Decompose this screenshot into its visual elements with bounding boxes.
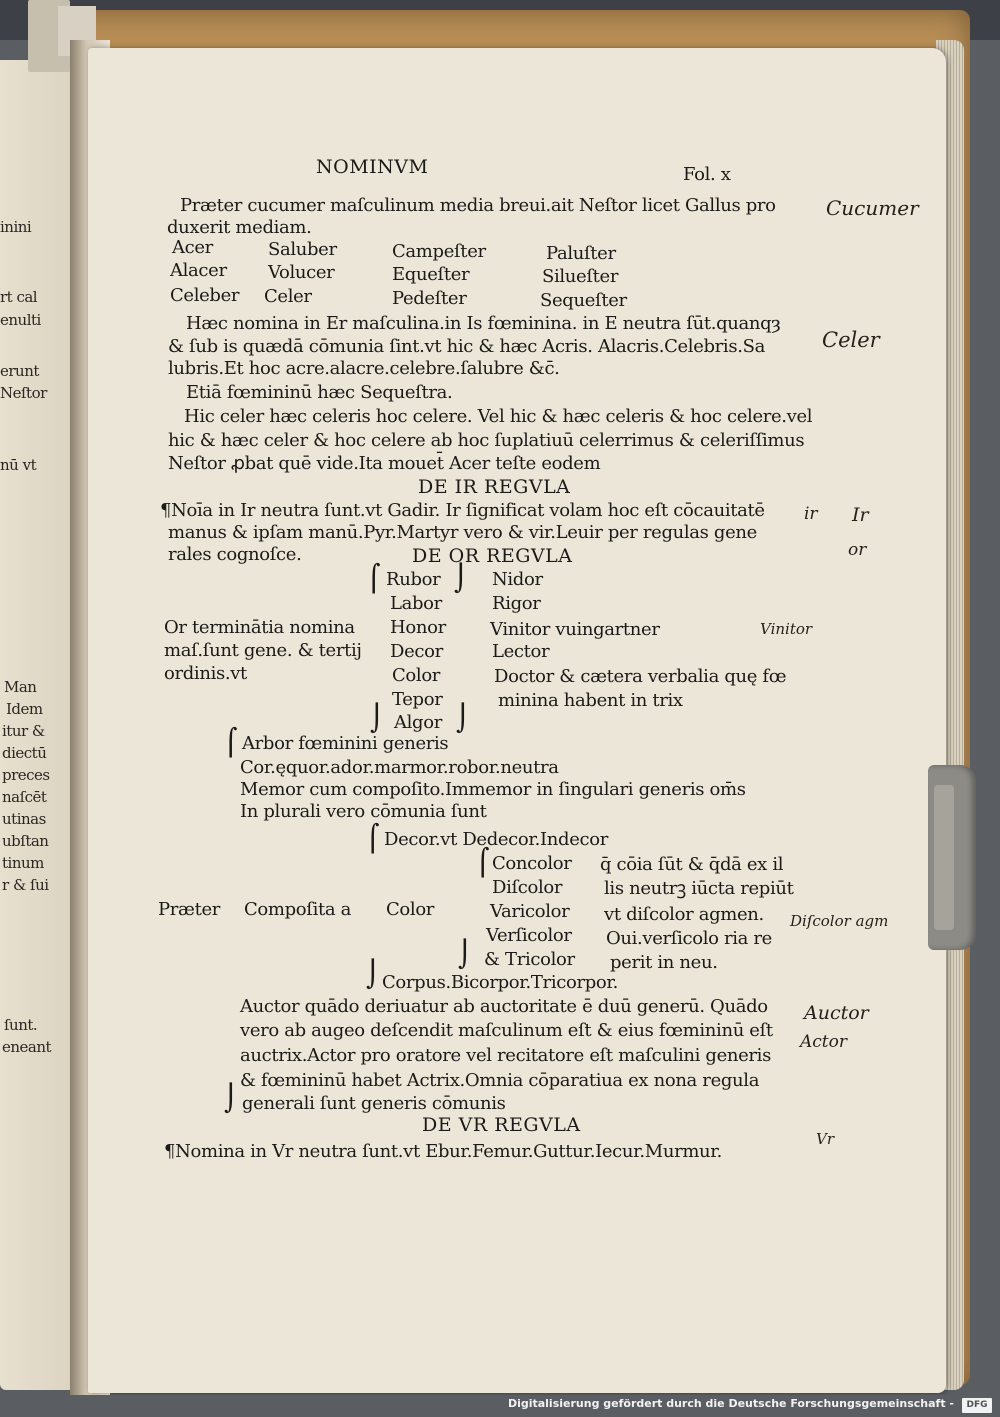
list-item: Lector xyxy=(492,641,550,662)
list-item: Rubor xyxy=(386,569,441,590)
text-line: & ſub is quædā cōmunia ſint.vt hic & hæc Acris. Alacris.Celebris.Sa xyxy=(168,336,765,357)
list-item: & Tricolor xyxy=(484,949,575,970)
table-cell: Sequeſter xyxy=(540,290,627,311)
list-item: Doctor & cætera verbalia quę fœ xyxy=(494,666,787,687)
list-item: minina habent in trix xyxy=(498,690,683,711)
footer-credit: Digitalisierung gefördert durch die Deutsche Forschungsgemeinschaft - xyxy=(507,1397,954,1410)
text-line: ¶Nomina in Vr neutra ſunt.vt Ebur.Femur.Guttur.Iecur.Murmur. xyxy=(164,1141,722,1162)
list-item: Nidor xyxy=(492,569,543,590)
text-line: Oui.verſicolo ria re xyxy=(606,928,772,949)
margin-note: Auctor xyxy=(804,1002,869,1024)
text-line: lubris.Et hoc acre.alacre.celebre.ſalubre &c̄. xyxy=(168,358,560,379)
text-line: Hæc nomina in Er maſculina.in Is fœminina. in E neutra ſūt.quanqȝ xyxy=(186,313,781,334)
text-line: Auctor quādo deriuatur ab auctoritate ē duū generū. Quādo xyxy=(240,996,768,1017)
left-page-fragment: rt cal xyxy=(0,288,38,306)
list-item: Algor xyxy=(394,712,442,733)
table-cell: Silueſter xyxy=(542,266,619,287)
text-line: manus & ipſam manū.Pyr.Martyr vero & vir.Leuir per regulas gene xyxy=(168,522,757,543)
table-cell: Campeſter xyxy=(392,241,486,262)
list-item: Labor xyxy=(390,593,442,614)
list-item: Tepor xyxy=(392,689,443,710)
text-line: Corpus.Bicorpor.Tricorpor. xyxy=(382,972,619,993)
text-line: q̄ cōia ſūt & q̄dā ex il xyxy=(600,854,784,875)
left-page-fragment: utinas xyxy=(2,810,46,828)
text-line: Memor cum compoſito.Immemor in ſingulari generis om̄s xyxy=(240,779,746,800)
text-line: Or terminātia nomina xyxy=(164,617,355,638)
text-line: Compoſita a xyxy=(244,899,352,920)
left-page-fragment: r & ſui xyxy=(2,876,49,894)
text-line: maſ.ſunt gene. & tertij xyxy=(164,640,362,661)
left-page-fragment: Neſtor xyxy=(0,384,47,402)
section-heading: DE VR REGVLA xyxy=(422,1114,581,1136)
left-page-fragment: ſunt. xyxy=(4,1016,38,1034)
table-cell: Volucer xyxy=(268,262,335,283)
left-page-fragment: Man xyxy=(4,678,37,696)
bracket-glyph: ⌡ xyxy=(224,1084,238,1114)
text-line: & fœmininū habet Actrix.Omnia cōparatiua ex nona regula xyxy=(240,1070,760,1091)
table-cell: Celeber xyxy=(170,285,240,306)
text-line: lis neutrꝫ iūcta repiūt xyxy=(604,878,794,899)
table-cell: Saluber xyxy=(268,239,337,260)
bookmark-strip xyxy=(28,0,70,72)
left-page-fragment: naſcēt xyxy=(2,788,47,806)
bracket-glyph: ⌡ xyxy=(454,564,468,594)
text-line: Etiā fœmininū hæc Sequeſtra. xyxy=(186,382,453,403)
clasp-tab-inner xyxy=(934,785,954,930)
bracket-glyph: ⌠ xyxy=(367,564,381,594)
list-item: Diſcolor xyxy=(492,877,563,898)
running-head: NOMINVM xyxy=(316,156,429,178)
text-line: rales cognoſce. xyxy=(168,544,302,565)
bracket-glyph: ⌡ xyxy=(366,960,380,990)
table-cell: Celer xyxy=(264,286,312,307)
list-item: Decor xyxy=(390,641,443,662)
bracket-glyph: ⌡ xyxy=(456,704,470,734)
clasp-tab xyxy=(928,765,976,950)
left-page-fragment: preces xyxy=(2,766,50,784)
text-line: generali ſunt generis cōmunis xyxy=(242,1093,506,1114)
section-heading: DE OR REGVLA xyxy=(412,545,573,567)
text-line: vt diſcolor agmen. xyxy=(604,904,764,925)
left-page-fragment: itur & xyxy=(2,722,45,740)
left-page-fragment: eneant xyxy=(2,1038,52,1056)
text-line: Præter xyxy=(158,899,221,920)
list-item: Rigor xyxy=(492,593,541,614)
left-page-fragment: tinum xyxy=(2,854,44,872)
left-page-fragment: enulti xyxy=(0,311,41,329)
table-cell: Paluſter xyxy=(546,243,616,264)
margin-note: Diſcolor agm xyxy=(790,912,889,930)
margin-note: Actor xyxy=(800,1032,847,1052)
dfg-logo: DFG xyxy=(962,1398,992,1413)
text-line: Decor.vt Dedecor.Indecor xyxy=(384,829,609,850)
list-item: Vinitor vuingartner xyxy=(490,619,660,640)
text-line: In plurali vero cōmunia ſunt xyxy=(240,801,487,822)
left-page-fragment: erunt xyxy=(0,362,39,380)
margin-note: ir xyxy=(804,504,818,524)
table-cell: Acer xyxy=(172,237,213,258)
text-line: Hic celer hæc celeris hoc celere. Vel hic & hæc celeris & hoc celere.vel xyxy=(184,406,813,427)
table-cell: Equeſter xyxy=(392,264,470,285)
list-item: Verſicolor xyxy=(486,925,572,946)
table-cell: Alacer xyxy=(170,260,227,281)
bracket-glyph: ⌠ xyxy=(366,824,380,854)
list-item: Concolor xyxy=(492,853,572,874)
bracket-glyph: ⌡ xyxy=(370,704,384,734)
text-line: Arbor fœminini generis xyxy=(242,733,449,754)
text-line: auctrix.Actor pro oratore vel recitatore eſt maſculini generis xyxy=(240,1045,771,1066)
margin-note: Vr xyxy=(816,1130,835,1148)
left-page-fragment: diectū xyxy=(2,744,47,762)
bracket-glyph: ⌠ xyxy=(224,728,238,758)
margin-note: Ir xyxy=(852,504,869,526)
bracket-glyph: ⌠ xyxy=(476,848,490,878)
text-line: Color xyxy=(386,899,435,920)
text-line: duxerit mediam. xyxy=(167,217,312,238)
list-item: Varicolor xyxy=(490,901,570,922)
text-line: Neſtor ꝓbat quē vide.Ita mouet̄ Acer teſte eodem xyxy=(168,453,601,474)
right-page xyxy=(88,48,946,1393)
text-line: Cor.ęquor.ador.marmor.robor.neutra xyxy=(240,757,559,778)
list-item: Honor xyxy=(390,617,446,638)
text-line: ordinis.vt xyxy=(164,663,247,684)
text-line: perit in neu. xyxy=(610,952,718,973)
text-line: hic & hæc celer & hoc celere ab hoc ſuplatiuū celerrimus & celeriſſimus xyxy=(168,430,805,451)
margin-note: Celer xyxy=(822,328,880,352)
left-page-fragment: inini xyxy=(0,218,32,236)
list-item: Color xyxy=(392,665,441,686)
section-heading: DE IR REGVLA xyxy=(418,476,571,498)
text-line: Præter cucumer maſculinum media breui.ait Neſtor licet Gallus pro xyxy=(180,195,776,216)
margin-note: Vinitor xyxy=(760,620,813,638)
text-line: ¶Noīa in Ir neutra ſunt.vt Gadir. Ir ſignificat volam hoc eſt cōcauitatē xyxy=(160,500,765,521)
folio-number: Fol. x xyxy=(683,164,731,185)
left-page-fragment: nū vt xyxy=(0,456,37,474)
left-page-fragment: Idem xyxy=(6,700,43,718)
margin-note: or xyxy=(848,540,867,560)
text-line: vero ab augeo deſcendit maſculinum eſt & eius fœmininū eſt xyxy=(240,1020,773,1041)
table-cell: Pedeſter xyxy=(392,288,467,309)
left-page-fragment: ubſtan xyxy=(2,832,49,850)
bracket-glyph: ⌡ xyxy=(458,940,472,970)
margin-note: Cucumer xyxy=(826,196,919,220)
